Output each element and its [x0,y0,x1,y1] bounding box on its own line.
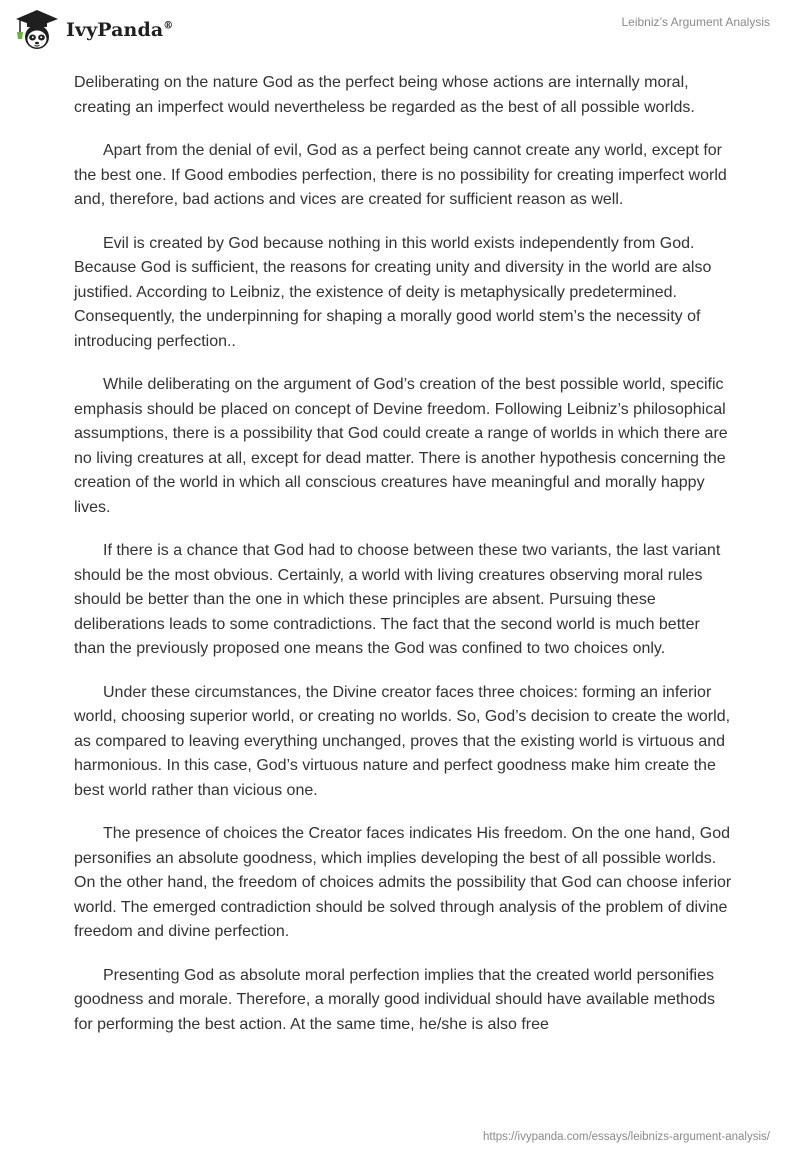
essay-body [74,71,734,1056]
paragraph: Apart from the denial of evil, God as a perfect being cannot create any world, except for the best one. If Good embodies perfection, there is no possibility for creating imperfect world and, therefore, bad actions and vices are created for sufficient reason as well. [74,142,727,208]
paragraph: Presenting God as absolute moral perfection implies that the created world personifies goodness and morale. Therefore, a morally good individual should have available methods for performing the best action. At the same time, he/she is also free [74,966,715,1033]
brand-logo[interactable] [14,8,173,52]
paragraph: The presence of choices the Creator faces indicates His freedom. On the one hand, God personifies an absolute goodness, which implies developing the best of all possible worlds. On the other hand, the freedom of choices admits the possibility that God can choose inferior world. The emerged contradiction should be solved through analysis of the problem of divine freedom and divine perfection. [74,825,732,940]
page-header [0,0,800,60]
panda-graduate-icon [14,8,60,52]
paragraph: Evil is created by God because nothing in this world exists independently from God. Because God is sufficient, the reasons for creating unity and diversity in the world are also justified. According to Leibniz, the existence of deity is metaphysically predetermined. Consequently, the underpinning for shaping a morally good world stem’s the necessity of introducing perfection.. [74,234,712,350]
paragraph: Deliberating on the nature God as the perfect being whose actions are internally moral, creating an imperfect would nevertheless be regarded as the best of all possible worlds. [74,74,695,116]
document-title: Leibniz’s Argument Analysis [621,15,770,29]
brand-name-text: IvyPanda [66,19,164,41]
paragraph: While deliberating on the argument of God’s creation of the best possible world, specific emphasis should be placed on concept of Devine freedom. Following Leibniz’s philosophical assumptions, there is a possibility that God could create a range of worlds in which there are no living creatures at all, except for dead matter. There is another hypothesis concerning the creation of the world in which all conscious creatures have meaningful and morally happy lives. [74,376,728,516]
brand-name [66,19,173,41]
paragraph: Under these circumstances, the Divine creator faces three choices: forming an inferior world, choosing superior world, or creating no worlds. So, God’s decision to create the world, as compared to leaving everything unchanged, proves that the existing world is virtuous and harmonious. In this case, God’s virtuous nature and perfect goodness make him create the best world rather than vicious one. [74,683,731,799]
registered-mark: ® [163,20,174,32]
source-url[interactable]: https://ivypanda.com/essays/leibnizs-argument-analysis/ [483,1131,770,1143]
paragraph: If there is a chance that God had to choose between these two variants, the last variant should be the most obvious. Certainly, a world with living creatures observing moral rules should be better than the one in which these principles are absent. Pursuing these deliberations leads to some contradictions. The fact that the second world is much better than the previously proposed one means the God was confined to two choices only. [74,542,721,657]
